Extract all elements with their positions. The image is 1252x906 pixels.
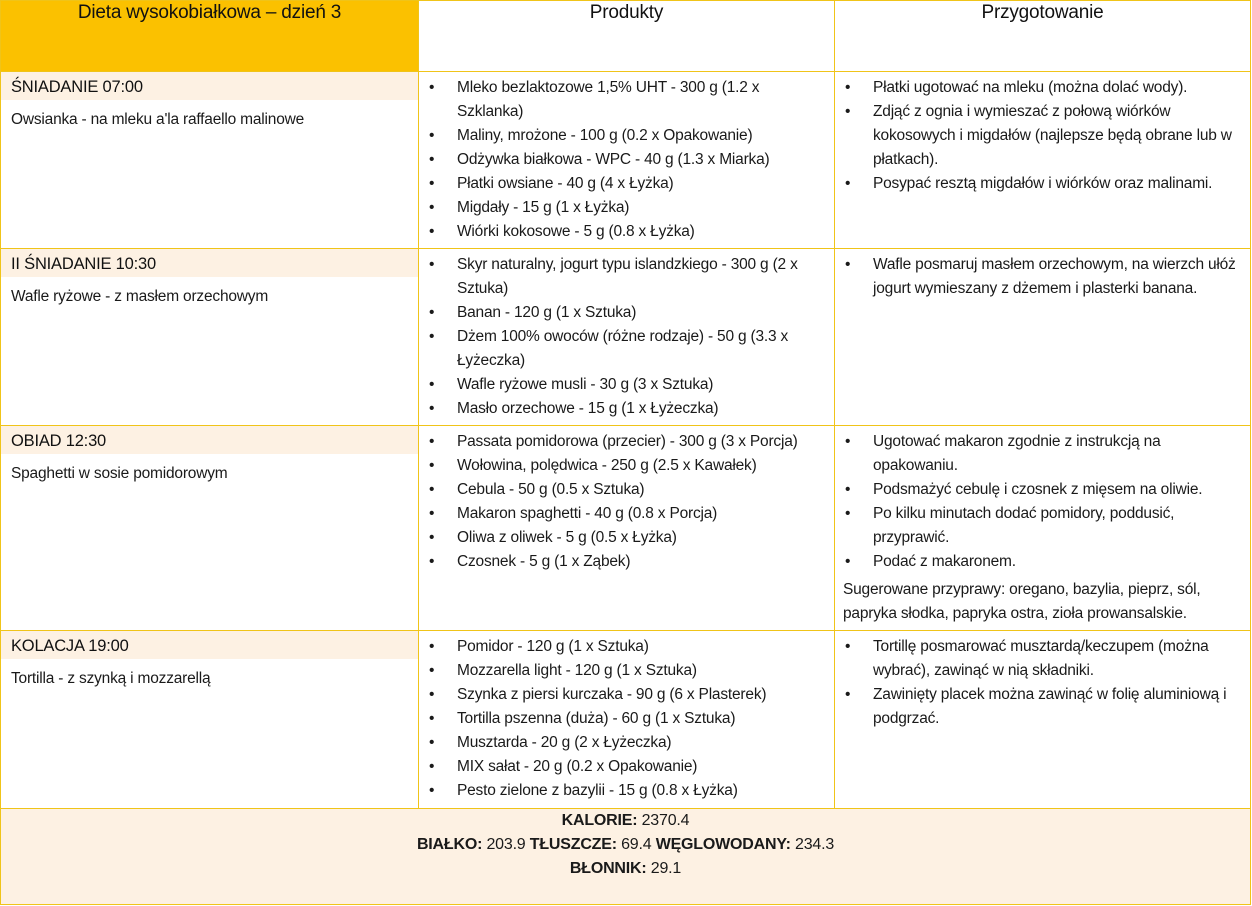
meal-name: Owsianka - na mleku a'la raffaello malinowe (11, 111, 305, 128)
meal-name: Wafle ryżowe - z masłem orzechowym (11, 288, 269, 305)
fat-label: TŁUSZCZE: (529, 836, 617, 853)
fiber-label: BŁONNIK: (569, 860, 647, 877)
step-item: • Podsmażyć cebulę i czosnek z mięsem na oliwie. (835, 478, 1244, 502)
step-item: • Wafle posmaruj masłem orzechowym, na wierzch ułóż jogurt wymieszany z dżemem i plasterki banana. (835, 253, 1244, 301)
carbs-label: WĘGLOWODANY: (655, 836, 791, 853)
products-list (419, 631, 834, 807)
product-item: • Wiórki kokosowe - 5 g (0.8 x Łyżka) (419, 220, 828, 244)
calories-value: 2370.4 (641, 812, 690, 829)
meal-info-cell (1, 426, 419, 631)
products-list (419, 426, 834, 578)
meal-time: KOLACJA 19:00 (1, 631, 418, 659)
meal-row (1, 631, 1251, 809)
product-item: • Mleko bezlaktozowe 1,5% UHT - 300 g (1.2 x Szklanka) (419, 76, 828, 124)
meal-info-cell (1, 249, 419, 426)
products-cell (419, 72, 835, 249)
step-item: • Tortillę posmarować musztardą/keczupem (można wybrać), zawinąć w nią składniki. (835, 635, 1244, 683)
meal-info-cell (1, 72, 419, 249)
steps-list (835, 249, 1250, 305)
product-item: • Płatki owsiane - 40 g (4 x Łyżka) (419, 172, 828, 196)
product-item: • Passata pomidorowa (przecier) - 300 g (3 x Porcja) (419, 430, 828, 454)
product-item: • Cebula - 50 g (0.5 x Sztuka) (419, 478, 828, 502)
step-item: • Zawinięty placek można zawinąć w folię aluminiową i podgrzać. (835, 683, 1244, 731)
meal-name: Tortilla - z szynką i mozzarellą (11, 670, 211, 687)
step-item: • Posypać resztą migdałów i wiórków oraz malinami. (835, 172, 1244, 196)
nutrition-summary (1, 809, 1251, 905)
meal-row (1, 72, 1251, 249)
diet-title: Dieta wysokobiałkowa – dzień 3 (1, 1, 419, 72)
product-item: • Musztarda - 20 g (2 x Łyżeczka) (419, 731, 828, 755)
product-item: • Szynka z piersi kurczaka - 90 g (6 x Plasterek) (419, 683, 828, 707)
meal-info-cell (1, 631, 419, 809)
meal-time: II ŚNIADANIE 10:30 (1, 249, 418, 277)
meal-row (1, 426, 1251, 631)
steps-list (835, 72, 1250, 200)
product-item: • Makaron spaghetti - 40 g (0.8 x Porcja) (419, 502, 828, 526)
product-item: • MIX sałat - 20 g (0.2 x Opakowanie) (419, 755, 828, 779)
fiber-value: 29.1 (650, 860, 682, 877)
product-item: • Pomidor - 120 g (1 x Sztuka) (419, 635, 828, 659)
steps-list (835, 631, 1250, 735)
summary-row (1, 809, 1251, 905)
product-item: • Mozzarella light - 120 g (1 x Sztuka) (419, 659, 828, 683)
product-item: • Oliwa z oliwek - 5 g (0.5 x Łyżka) (419, 526, 828, 550)
header-row (1, 1, 1251, 72)
preparation-cell (835, 249, 1251, 426)
carbs-value: 234.3 (795, 836, 835, 853)
product-item: • Pesto zielone z bazylii - 15 g (0.8 x Łyżka) (419, 779, 828, 803)
products-cell (419, 631, 835, 809)
meal-name: Spaghetti w sosie pomidorowym (11, 465, 228, 482)
calories-label: KALORIE: (561, 812, 638, 829)
product-item: • Dżem 100% owoców (różne rodzaje) - 50 g (3.3 x Łyżeczka) (419, 325, 828, 373)
product-item: • Tortilla pszenna (duża) - 60 g (1 x Sztuka) (419, 707, 828, 731)
product-item: • Czosnek - 5 g (1 x Ząbek) (419, 550, 828, 574)
meal-row (1, 249, 1251, 426)
products-column-header: Produkty (419, 1, 835, 72)
product-item: • Maliny, mrożone - 100 g (0.2 x Opakowanie) (419, 124, 828, 148)
product-item: • Masło orzechowe - 15 g (1 x Łyżeczka) (419, 397, 828, 421)
protein-value: 203.9 (486, 836, 526, 853)
preparation-cell (835, 426, 1251, 631)
products-cell (419, 426, 835, 631)
product-item: • Wafle ryżowe musli - 30 g (3 x Sztuka) (419, 373, 828, 397)
step-item: • Zdjąć z ognia i wymieszać z połową wiórków kokosowych i migdałów (najlepsze będą obrane lub w płatkach). (835, 100, 1244, 172)
steps-list (835, 426, 1250, 578)
step-item: • Podać z makaronem. (835, 550, 1244, 574)
preparation-column-header: Przygotowanie (835, 1, 1251, 72)
products-list (419, 72, 834, 248)
step-item: • Po kilku minutach dodać pomidory, poddusić, przyprawić. (835, 502, 1244, 550)
macros-line (1, 833, 1250, 857)
product-item: • Odżywka białkowa - WPC - 40 g (1.3 x Miarka) (419, 148, 828, 172)
meal-time: ŚNIADANIE 07:00 (1, 72, 418, 100)
fat-value: 69.4 (621, 836, 652, 853)
step-item: • Płatki ugotować na mleku (można dolać wody). (835, 76, 1244, 100)
preparation-cell (835, 72, 1251, 249)
calories-line (1, 809, 1250, 833)
spices-note: Sugerowane przyprawy: oregano, bazylia, pieprz, sól, papryka słodka, papryka ostra, zioła prowansalskie. (843, 581, 1201, 622)
product-item: • Skyr naturalny, jogurt typu islandzkiego - 300 g (2 x Sztuka) (419, 253, 828, 301)
product-item: • Migdały - 15 g (1 x Łyżka) (419, 196, 828, 220)
product-item: • Banan - 120 g (1 x Sztuka) (419, 301, 828, 325)
fiber-line (1, 857, 1250, 881)
protein-label: BIAŁKO: (416, 836, 483, 853)
meal-time: OBIAD 12:30 (1, 426, 418, 454)
products-cell (419, 249, 835, 426)
preparation-cell (835, 631, 1251, 809)
product-item: • Wołowina, polędwica - 250 g (2.5 x Kawałek) (419, 454, 828, 478)
step-item: • Ugotować makaron zgodnie z instrukcją na opakowaniu. (835, 430, 1244, 478)
products-list (419, 249, 834, 425)
